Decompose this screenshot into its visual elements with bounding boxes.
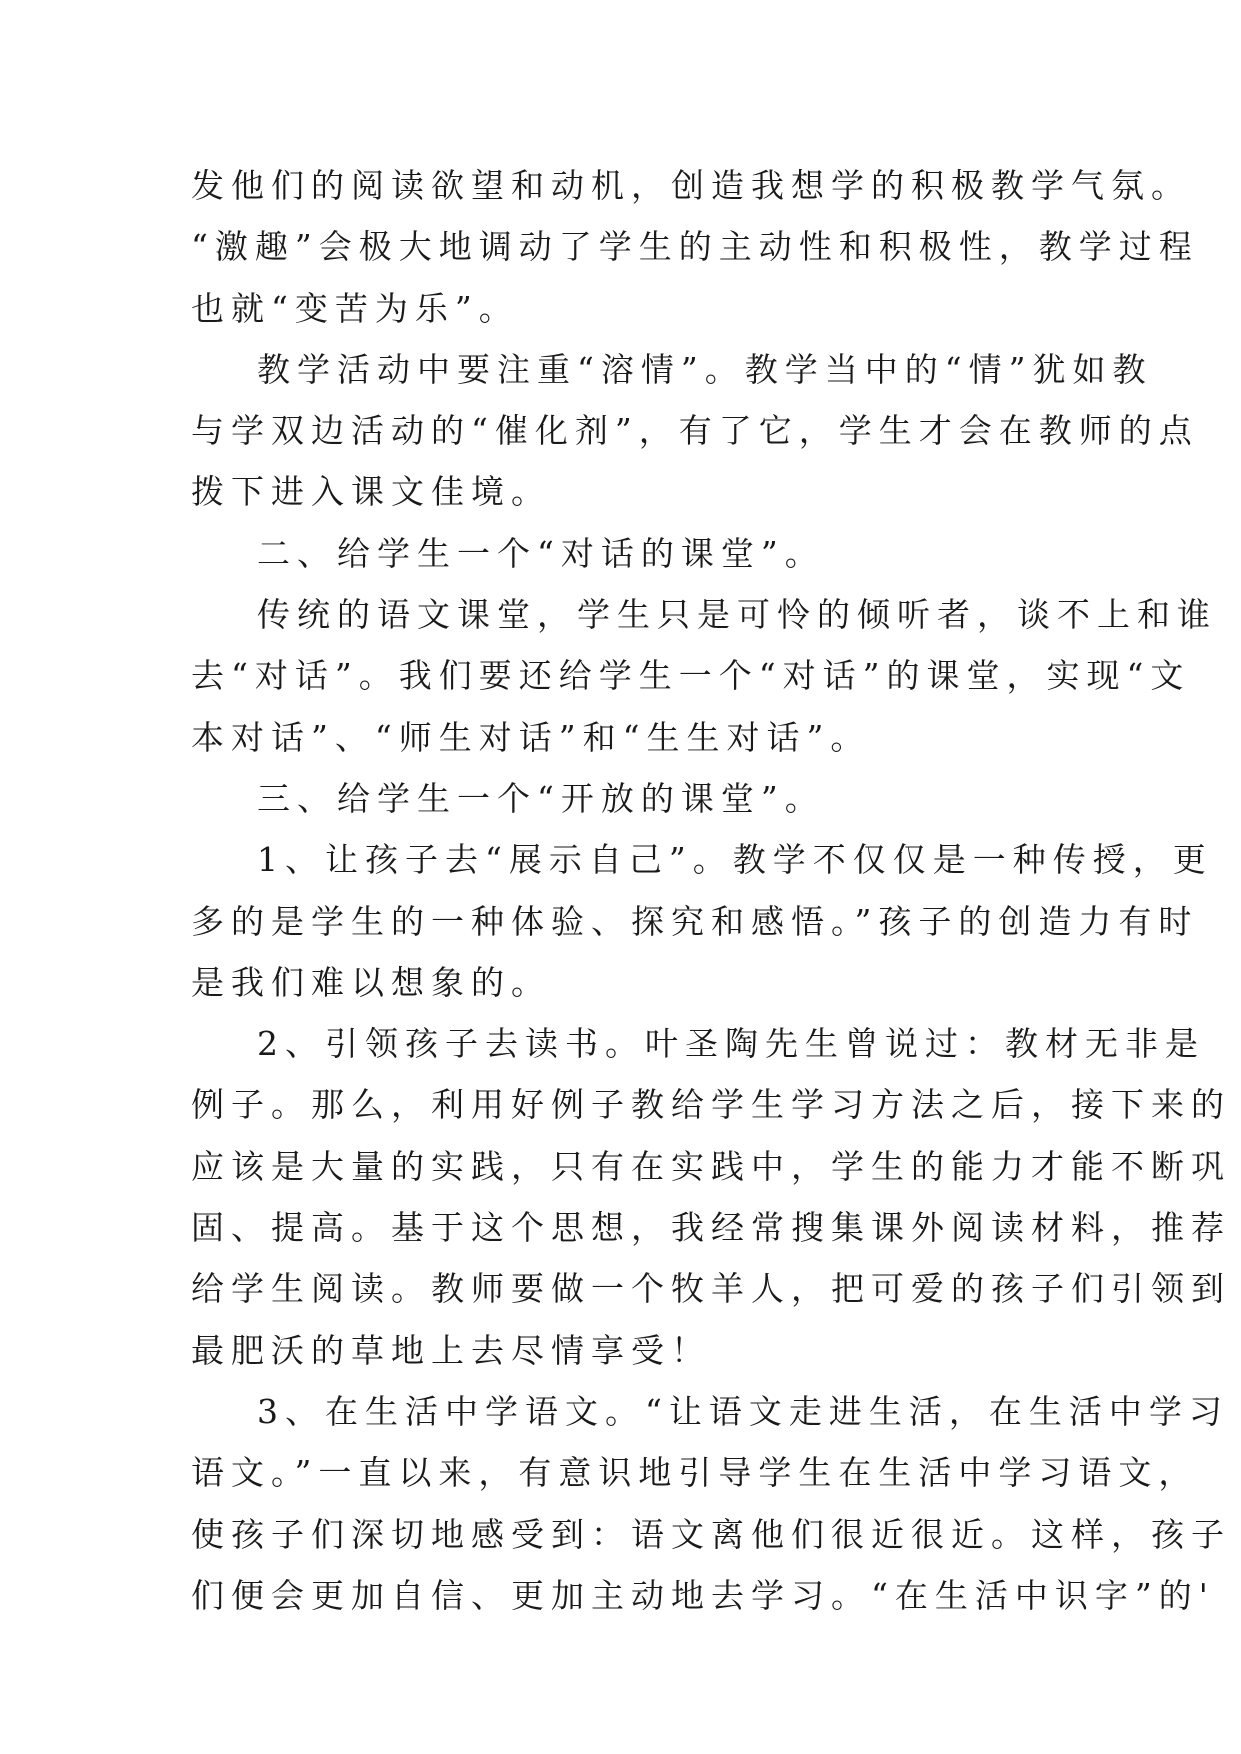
text-line: “激趣”会极大地调动了学生的主动性和积极性，教学过程 <box>191 227 1199 267</box>
text-line: 固、提高。基于这个思想，我经常搜集课外阅读材料，推荐 <box>191 1208 1231 1248</box>
text-line: 发他们的阅读欲望和动机，创造我想学的积极教学气氛。 <box>191 166 1191 205</box>
section-heading: 二、给学生一个“对话的课堂”。 <box>257 533 825 573</box>
paragraph-first-line: 1、让孩子去“展示自己”。教学不仅仅是一种传授，更 <box>257 840 1213 880</box>
text-line: 本对话”、“师生对话”和“生生对话”。 <box>191 717 871 757</box>
text-line: 们便会更加自信、更加主动地去学习。“在生活中识字”的' <box>191 1575 1215 1615</box>
text-line: 语文。”一直以来，有意识地引导学生在生活中学习语文， <box>191 1453 1199 1493</box>
paragraph-first-line: 3、在生活中学语文。“让语文走进生活，在生活中学习 <box>257 1391 1229 1431</box>
text-line: 使孩子们深切地感受到：语文离他们很近很近。这样，孩子 <box>191 1514 1231 1554</box>
document-body <box>191 155 1231 1626</box>
text-line: 拨下进入课文佳境。 <box>191 472 551 512</box>
paragraph-first-line: 教学活动中要注重“溶情”。教学当中的“情”犹如教 <box>257 349 1153 389</box>
text-line: 例子。那么，利用好例子教给学生学习方法之后，接下来的 <box>191 1085 1231 1125</box>
paragraph-first-line: 传统的语文课堂，学生只是可怜的倾听者，谈不上和谁 <box>257 595 1217 635</box>
text-line: 与学双边活动的“催化剂”，有了它，学生才会在教师的点 <box>191 411 1199 451</box>
text-line: 是我们难以想象的。 <box>191 962 551 1002</box>
text-line: 多的是学生的一种体验、探究和感悟。”孩子的创造力有时 <box>191 901 1199 941</box>
text-line: 给学生阅读。教师要做一个牧羊人，把可爱的孩子们引领到 <box>191 1269 1231 1309</box>
paragraph-first-line: 2、引领孩子去读书。叶圣陶先生曾说过：教材无非是 <box>257 1024 1205 1064</box>
text-line: 也就“变苦为乐”。 <box>191 288 519 328</box>
text-line: 去“对话”。我们要还给学生一个“对话”的课堂，实现“文 <box>191 656 1191 696</box>
section-heading: 三、给学生一个“开放的课堂”。 <box>257 778 825 818</box>
text-line: 应该是大量的实践，只有在实践中，学生的能力才能不断巩 <box>191 1146 1231 1186</box>
text-line: 最肥沃的草地上去尽情享受！ <box>191 1330 711 1370</box>
